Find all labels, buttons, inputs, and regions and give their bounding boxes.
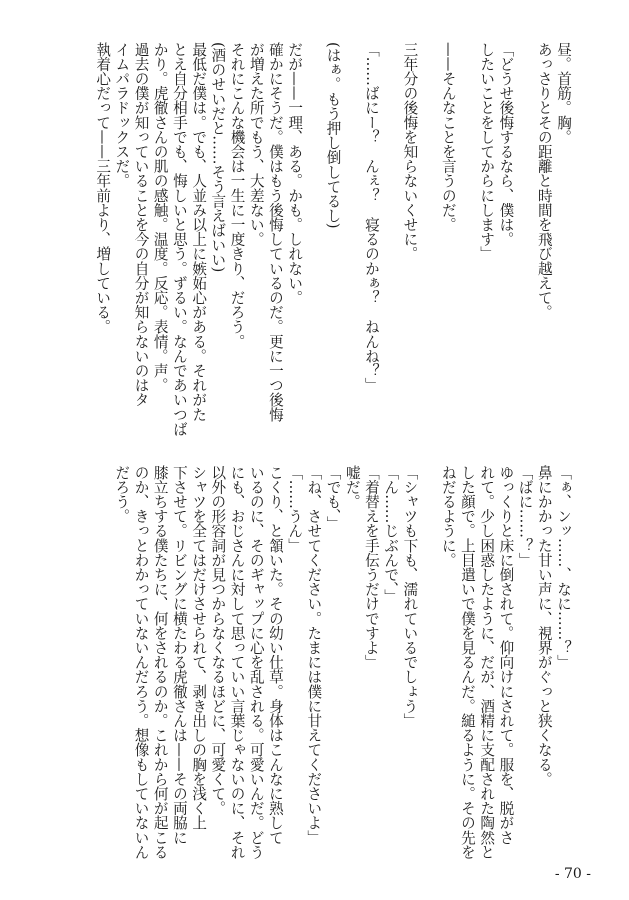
text-line <box>343 42 362 437</box>
text-line: (酒のせいだと……そう言えばいい) <box>209 42 227 273</box>
text-line: 執着心だって——三年前より、増している。 <box>94 42 112 334</box>
text-line: 最低だ僕は。でも、人並み以上に嫉妬心がある。それがた <box>190 42 208 422</box>
text-line: したいことをしてからにします」 <box>478 42 496 261</box>
top-text-block <box>53 42 573 437</box>
text-line: 「どうせ後悔するなら、僕は。 <box>497 42 515 247</box>
text-line: だろう。 <box>113 465 131 524</box>
text-line <box>419 42 438 437</box>
text-line: それにこんな機会は一生に一度きり、だろう。 <box>228 42 246 349</box>
text-line <box>419 465 438 860</box>
text-line: 「ぁ、ンッ……、なに……？」 <box>555 465 572 670</box>
text-line: 以外の形容詞が見つからなくなるほどに、可愛くて。 <box>209 465 227 816</box>
text-line: ねだるように。 <box>439 465 457 568</box>
page-number: - 70 - <box>554 866 591 882</box>
text-line: が増えた所でもう、大差ない。 <box>247 42 265 247</box>
text-line: かり。虎徹さんの肌の感触。温度。反応。表情。声。 <box>151 42 169 393</box>
text-line: 「でも、」 <box>324 465 342 531</box>
text-line: 「ん……じぶんで、」 <box>382 465 400 604</box>
text-line: にも、おじさんに対して思っていい言葉じゃないのに、それ <box>228 465 246 860</box>
text-line: した顔で。上目遣いで僕を見るんだ。縋るように。その先を <box>458 465 476 860</box>
text-line: あっさりとその距離と時間を飛び越えて。 <box>535 42 553 320</box>
text-line: 膝立ちする僕たちに、何をされるのか。これから何が起こる <box>151 465 169 860</box>
text-line: 昼。首筋。胸。 <box>555 42 572 145</box>
text-line: イムパラドックスだ。 <box>113 42 131 188</box>
text-line <box>381 42 400 437</box>
text-line: シャツを全てはだけさせられて、剥き出しの胸を浅く上 <box>190 465 208 830</box>
text-line: 「着替えを手伝うだけですよ」 <box>362 465 380 670</box>
text-line: いるのに、そのギャップに心を乱される。可愛いんだ。どう <box>247 465 265 860</box>
text-line: 過去の僕が知っていることを今の自分が知らないのはタ <box>132 42 150 407</box>
text-line: 「ばに……？」 <box>516 465 534 568</box>
text-line: 下させて。リビングに横たわる虎徹さんは——その両脇に <box>170 465 188 845</box>
bottom-text-block <box>53 465 573 860</box>
text-line: 鼻にかかった甘い声に、視界がぐっと狭くなる。 <box>535 465 553 787</box>
text-line <box>304 42 323 437</box>
text-line: 確かにそうだ。僕はもう後悔しているのだ。更に一つ後悔 <box>266 42 284 422</box>
text-line: れて。少し困惑したように、だが、酒精に支配された陶然と <box>478 465 496 860</box>
text-line: のか、きっとわかっていないんだろう。想像もしていないん <box>132 465 150 860</box>
text-line: こくり、と頷いた。その幼い仕草。身体はこんなに熟して <box>266 465 284 845</box>
text-line: 三年分の後悔を知らないくせに。 <box>401 42 419 261</box>
text-line: ゆっくりと床に倒されて。仰向けにされて。服を、脱がさ <box>497 465 515 845</box>
text-line: (はぁ。もう押し倒してるし) <box>324 42 342 229</box>
text-line <box>515 42 534 437</box>
text-line: 「……うん」 <box>286 465 304 553</box>
text-line: 「シャツも下も、濡れているでしょう」 <box>401 465 419 728</box>
text-line: とえ自分相手でも、悔しいと思う。ずるい。なんであいつば <box>170 42 188 437</box>
text-line: だが——一理、ある。かも。しれない。 <box>286 42 304 305</box>
text-line: 嘘だ。 <box>343 465 361 509</box>
text-line: 「……ばにー？ んぇ？ 寝るのかぁ？ ねんね？」 <box>362 42 380 393</box>
text-line: 「ね、させてください。たまには僕に甘えてくださいよ」 <box>305 465 323 845</box>
text-line <box>458 42 477 437</box>
text-line: ——そんなことを言うのだ。 <box>439 42 457 232</box>
